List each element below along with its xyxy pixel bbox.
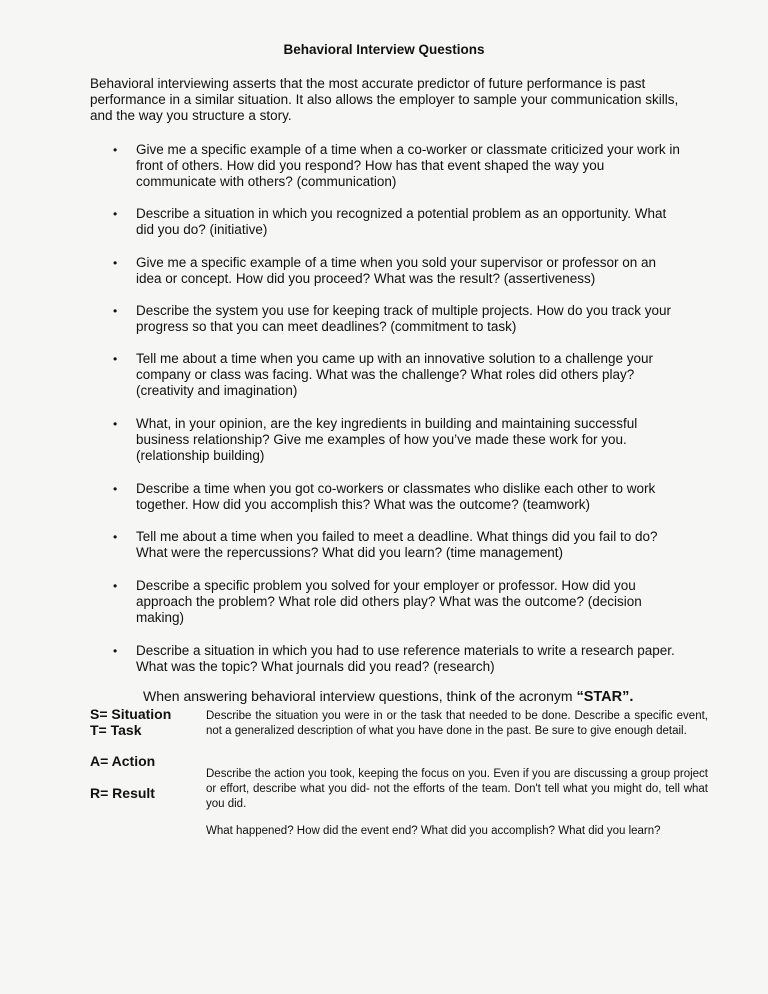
bullet-icon: • [113,482,118,496]
question-text: Describe the system you use for keeping track of multiple projects. How do you track your progress so that you can meet deadlines? (commitment to task) [136,303,671,334]
question-text: Describe a situation in which you had to use reference materials to write a research paper. What was the topic? What journals did you read? (research) [136,643,675,674]
star-intro [143,688,703,706]
label-situation: S= Situation [90,706,172,722]
question-text: Tell me about a time when you failed to meet a deadline. What things did you fail to do? What were the repercussions? What did you learn? (time management) [136,529,658,560]
bullet-icon: • [113,304,118,318]
question-text: Describe a specific problem you solved for your employer or professor. How did you approach the problem? What role did others play? What was the outcome? (decision making) [136,578,642,625]
label-result: R= Result [90,785,155,801]
bullet-icon: • [113,530,118,544]
bullet-icon: • [113,644,118,658]
situation-task-description: Describe the situation you were in or the task that needed to be done. Describe a specific event, not a generalized description of what you have done in the past. Be sure to give enough detail. [206,710,708,737]
bullet-icon: • [113,256,118,270]
bullet-icon: • [113,207,118,221]
page-title: Behavioral Interview Questions [283,42,485,57]
question-text: What, in your opinion, are the key ingredients in building and maintaining successful business relationship? Give me examples of how you’ve made these work for you. (relationship building) [136,416,638,463]
result-description: What happened? How did the event end? What did you accomplish? What did you learn? [206,825,661,837]
label-task: T= Task [90,722,142,738]
bullet-icon: • [113,417,118,431]
question-text: Give me a specific example of a time when a co-worker or classmate criticized your work in front of others. How did you respond? How has that event shaped the way you communicate with others? (communication) [136,142,680,189]
label-action: A= Action [90,753,156,769]
star-acronym: “STAR”. [576,689,634,705]
question-text: Describe a time when you got co-workers or classmates who dislike each other to work together. How did you accomplish this? What was the outcome? (teamwork) [136,481,656,512]
question-text: Give me a specific example of a time when you sold your supervisor or professor on an idea or concept. How did you proceed? What was the result? (assertiveness) [136,255,656,286]
question-text: Tell me about a time when you came up with an innovative solution to a challenge your company or class was facing. What was the challenge? What roles did others play? (creativity and imagination) [136,351,654,398]
bullet-icon: • [113,143,118,157]
star-lead-text: When answering behavioral interview questions, think of the acronym [143,688,577,704]
action-description: Describe the action you took, keeping the focus on you. Even if you are discussing a group project or effort, describe what you did- not the efforts of the team. Don't tell what you might do, tell what you did. [206,768,708,810]
question-text: Describe a situation in which you recognized a potential problem as an opportunity. What did you do? (initiative) [136,206,667,237]
bullet-icon: • [113,579,118,593]
intro-paragraph: Behavioral interviewing asserts that the most accurate predictor of future performance is past performance in a similar situation. It also allows the employer to sample your communication skills, and the way you structure a story. [90,76,679,123]
bullet-icon: • [113,352,118,366]
